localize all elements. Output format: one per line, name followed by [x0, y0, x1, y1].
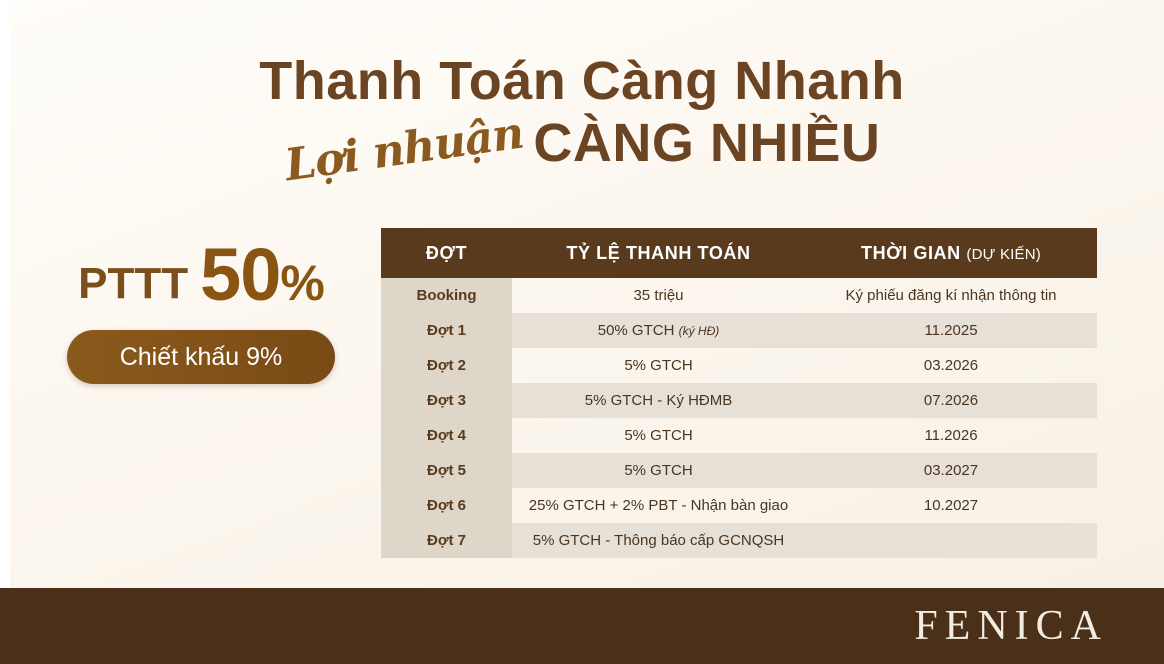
cell-rate [512, 488, 805, 523]
promo-percent-value: 50 [200, 233, 281, 316]
cell-stage: Đợt 3 [381, 383, 512, 418]
cell-rate [512, 278, 805, 313]
table-header [381, 228, 1097, 278]
cell-time [805, 523, 1097, 558]
cell-rate-text: 5% GTCH [624, 427, 693, 444]
table-row [381, 523, 1097, 558]
table-row [381, 348, 1097, 383]
cell-rate-text: 5% GTCH - Thông báo cấp GCNQSH [532, 532, 785, 549]
promo-percent-symbol: % [280, 255, 324, 311]
title-script-word: Lợi nhuận [281, 107, 526, 192]
table-row [381, 313, 1097, 348]
cell-stage: Đợt 6 [381, 488, 512, 523]
title-block [0, 51, 1164, 192]
cell-time: 07.2026 [805, 383, 1097, 418]
cell-time: 03.2026 [923, 357, 979, 374]
cell-time: 11.2026 [924, 427, 978, 444]
promo-headline [36, 233, 366, 316]
header-time [805, 228, 1097, 278]
header-time-sub: (DỰ KIẾN) [966, 245, 1041, 263]
brand-logo: FENICA [914, 603, 1108, 649]
cell-time: 11.2025 [805, 313, 1097, 348]
cell-rate [512, 348, 805, 383]
cell-rate-text: 50% GTCH [597, 322, 675, 339]
footer-bar [0, 588, 1164, 664]
cell-time: Ký phiếu đăng kí nhận thông tin [845, 287, 1057, 304]
cell-rate-text: 35 triệu [633, 287, 684, 304]
discount-badge: Chiết khấu 9% [67, 330, 335, 384]
cell-rate [512, 383, 805, 418]
promo-label: PTTT [78, 259, 189, 308]
cell-time: 03.2027 [805, 453, 1097, 488]
cell-rate-text: 5% GTCH [624, 357, 693, 374]
header-time-main: THỜI GIAN [861, 242, 961, 263]
cell-rate [512, 453, 805, 488]
promo-percent [200, 233, 324, 316]
table-row [381, 488, 1097, 523]
promo-block [36, 233, 366, 384]
title-line-1: Thanh Toán Càng Nhanh [259, 51, 905, 111]
table-row [381, 453, 1097, 488]
cell-rate-text: 25% GTCH + 2% PBT - Nhận bàn giao [528, 497, 789, 514]
cell-rate-text: 5% GTCH - Ký HĐMB [584, 392, 733, 409]
title-line-2 [0, 107, 1164, 192]
header-rate: TỶ LỆ THANH TOÁN [512, 228, 805, 278]
table-body [381, 278, 1097, 558]
table-row [381, 418, 1097, 453]
cell-stage: Đợt 2 [381, 348, 512, 383]
cell-stage: Đợt 4 [381, 418, 512, 453]
table-header-row [381, 228, 1097, 278]
title-bold-word: CÀNG NHIỀU [533, 113, 881, 174]
payment-schedule-table [381, 228, 1097, 558]
cell-time: 10.2027 [923, 497, 979, 514]
cell-rate-text: 5% GTCH [624, 462, 693, 479]
table-row [381, 278, 1097, 313]
cell-rate [512, 418, 805, 453]
cell-stage: Đợt 5 [381, 453, 512, 488]
cell-stage: Đợt 7 [381, 523, 512, 558]
cell-rate [512, 523, 805, 558]
cell-rate-note: (ký HĐ) [678, 324, 720, 338]
table-row [381, 383, 1097, 418]
cell-rate [512, 313, 805, 348]
cell-stage: Đợt 1 [381, 313, 512, 348]
header-stage: ĐỢT [381, 228, 512, 278]
cell-stage: Booking [381, 278, 512, 313]
